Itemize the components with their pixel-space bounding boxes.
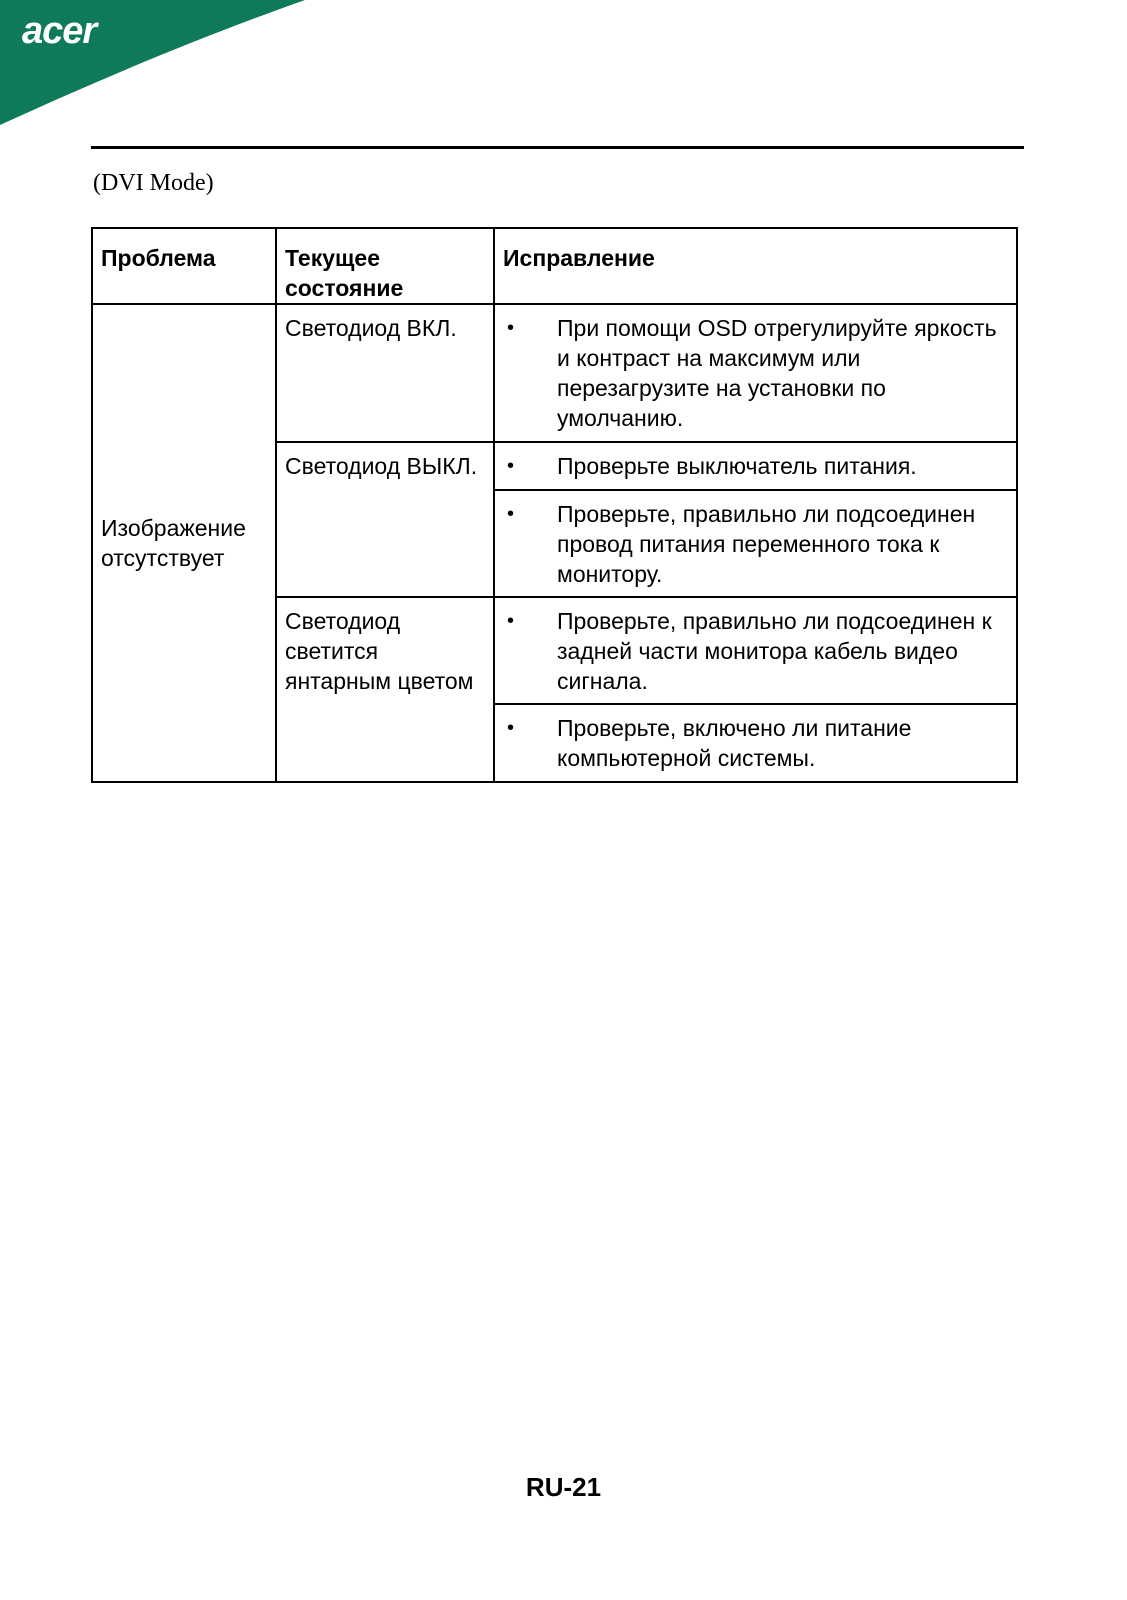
bullet-icon: • [507,610,515,632]
state-text: Светодиод ВКЛ. [285,315,457,341]
fix-cell [494,597,1017,704]
table-header-row [92,228,1017,304]
bullet-icon: • [507,455,515,477]
state-cell [276,442,494,597]
state-text: Светодиод светится янтарным цветом [285,608,474,694]
problem-text: Изображение отсутствует [101,515,246,571]
fix-cell [494,304,1017,442]
fix-text: Проверьте, правильно ли подсоединен провод питания переменного тока к монитору. [557,501,976,587]
fix-cell [494,442,1017,490]
fix-text: Проверьте выключатель питания. [557,453,917,479]
state-cell [276,304,494,442]
fix-cell [494,704,1017,782]
bullet-icon: • [507,717,515,739]
fix-text: При помощи OSD отрегулируйте яркость и контраст на максимум или перезагрузите на установки по умолчанию. [557,315,997,431]
header-rule [91,146,1024,149]
problem-cell [92,304,276,782]
bullet-icon: • [507,503,515,525]
header-fix: Исправление [494,228,1017,304]
fix-cell [494,490,1017,597]
state-text: Светодиод ВЫКЛ. [285,453,478,479]
fix-text: Проверьте, включено ли питание компьютерной системы. [557,715,912,771]
table-row [92,304,1017,442]
troubleshooting-table [91,227,1018,783]
fix-text: Проверьте, правильно ли подсоединен к задней части монитора кабель видео сигнала. [557,608,992,694]
acer-logo: acer [22,10,97,52]
page-number: RU-21 [525,1472,602,1502]
header-problem: Проблема [92,228,276,304]
state-cell [276,597,494,782]
bullet-icon: • [507,317,515,339]
mode-label: (DVI Mode) [93,170,214,196]
header-state: Текущее состояние [276,228,494,304]
